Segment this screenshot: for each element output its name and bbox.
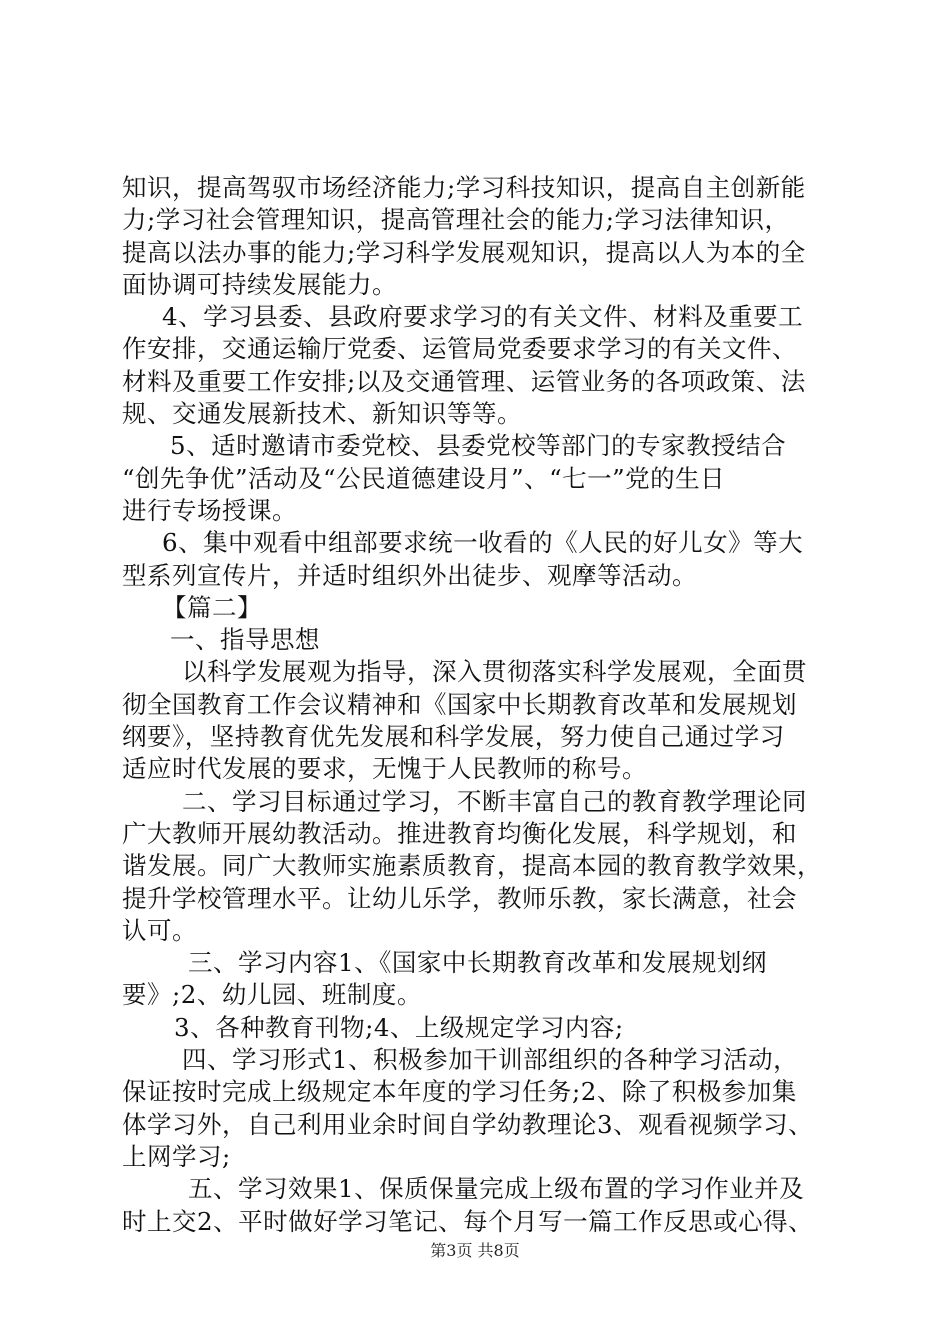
text-line: 认可。	[122, 915, 197, 945]
text-line: 4、学习县委、县政府要求学习的有关文件、材料及重要工	[162, 302, 804, 332]
text-line: 广大教师开展幼教活动。推进教育均衡化发展，科学规划，和	[122, 818, 797, 848]
page-number-footer: 第3页 共8页	[430, 1241, 520, 1260]
text-line: 纲要》，坚持教育优先发展和科学发展，努力使自己通过学习	[122, 722, 785, 752]
text-line: 作安排，交通运输厅党委、运管局党委要求学习的有关文件、	[122, 334, 797, 364]
text-line: 知识，提高驾驭市场经济能力;学习科技知识，提高自主创新能	[122, 173, 806, 202]
text-line: 6、集中观看中组部要求统一收看的《人民的好儿女》等大	[162, 528, 804, 558]
text-line: 二、学习目标通过学习，不断丰富自己的教育教学理论同	[182, 786, 807, 816]
text-line: 上网学习;	[122, 1141, 231, 1171]
document-body	[122, 172, 842, 1238]
text-line: 面协调可持续发展能力。	[122, 269, 397, 299]
text-line: 提升学校管理水平。让幼儿乐学，教师乐教，家长满意，社会	[122, 883, 797, 913]
section-heading: 【篇二】	[162, 592, 262, 622]
subheading: 一、指导思想	[170, 625, 320, 655]
text-line: 规、交通发展新技术、新知识等等。	[122, 399, 522, 429]
text-line: 3、各种教育刊物;4、上级规定学习内容;	[174, 1012, 624, 1042]
text-line: 时上交2、平时做好学习笔记、每个月写一篇工作反思或心得、	[122, 1206, 814, 1236]
text-line: 力;学习社会管理知识，提高管理社会的能力;学习法律知识，	[122, 205, 790, 235]
text-line: 保证按时完成上级规定本年度的学习任务;2、除了积极参加集	[122, 1077, 797, 1107]
text-line: 三、学习内容1、《国家中长期教育改革和发展规划纲	[188, 948, 767, 978]
text-line: 体学习外，自己利用业余时间自学幼教理论3、观看视频学习、	[122, 1109, 814, 1139]
text-line: 进行专场授课。	[122, 495, 297, 525]
text-line: 5、适时邀请市委党校、县委党校等部门的专家教授结合	[170, 431, 787, 461]
text-line: 要》;2、幼儿园、班制度。	[122, 980, 422, 1010]
text-line: 适应时代发展的要求，无愧于人民教师的称号。	[122, 754, 647, 784]
text-line: 以科学发展观为指导，深入贯彻落实科学发展观，全面贯	[182, 657, 807, 687]
text-line: 型系列宣传片，并适时组织外出徒步、观摩等活动。	[122, 560, 697, 590]
text-line: 五、学习效果1、保质保量完成上级布置的学习作业并及	[188, 1174, 805, 1204]
text-line: 彻全国教育工作会议精神和《国家中长期教育改革和发展规划	[122, 689, 797, 719]
text-line: 四、学习形式1、积极参加干训部组织的各种学习活动，	[182, 1045, 799, 1075]
text-line: “创先争优”活动及“公民道德建设月”、“七一”党的生日	[122, 463, 726, 493]
text-line: 谐发展。同广大教师实施素质教育，提高本园的教育教学效果，	[122, 851, 822, 881]
text-line: 材料及重要工作安排;以及交通管理、运管业务的各项政策、法	[122, 366, 806, 396]
text-line: 提高以法办事的能力;学习科学发展观知识，提高以人为本的全	[122, 237, 806, 267]
